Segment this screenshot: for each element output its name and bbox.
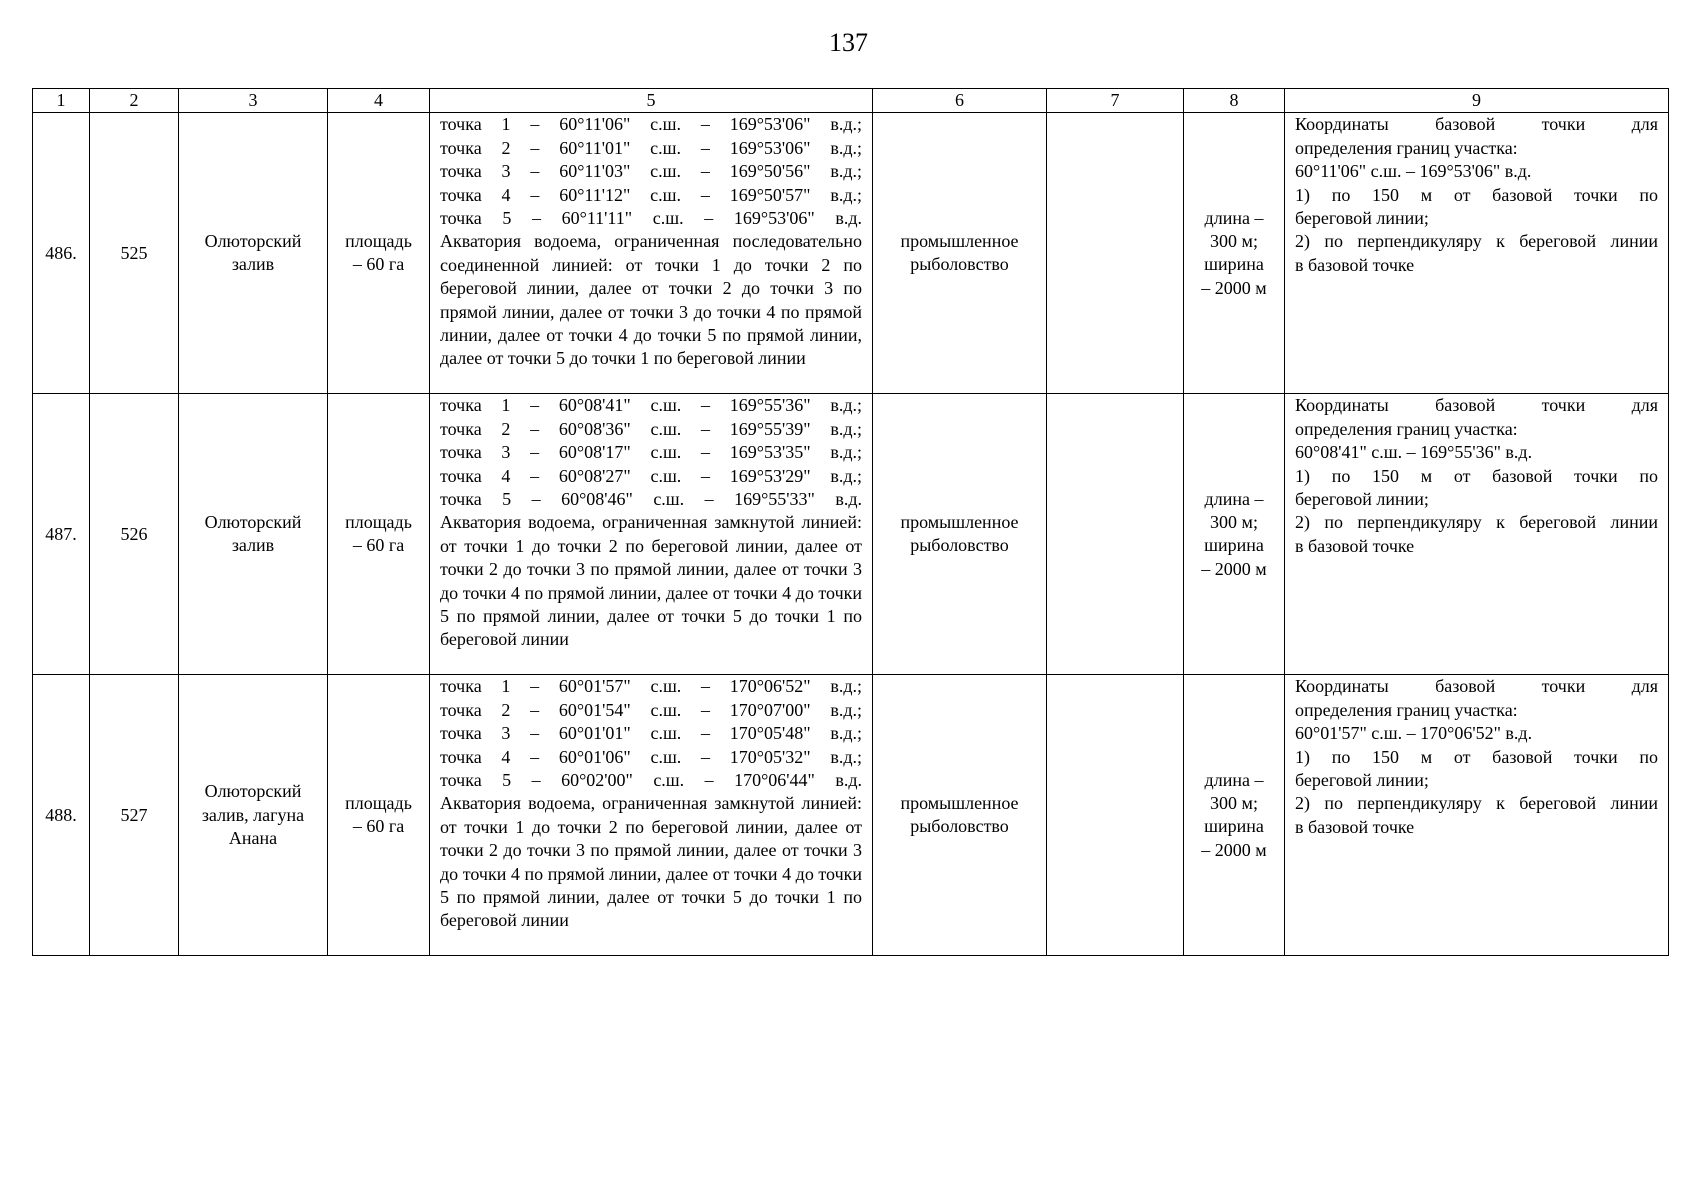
location-cell xyxy=(179,113,328,394)
purpose-line: промышленное xyxy=(900,512,1019,532)
basis-cell xyxy=(1285,675,1669,956)
boundary-cell xyxy=(430,675,873,956)
location-line: залив, лагуна xyxy=(201,804,305,825)
basis-heading: Координаты базовой точки для xyxy=(1295,114,1658,135)
basis-cell xyxy=(1285,113,1669,394)
area-line: – 60 га xyxy=(352,535,405,556)
location-cell xyxy=(179,394,328,675)
boundary-point: точка 5 – 60°02'00" с.ш. – 170°06'44" в.д. xyxy=(440,770,862,791)
basis-item-1: 1) по 150 м от базовой точки по xyxy=(1295,465,1658,486)
table-row xyxy=(33,675,1669,956)
area-line: площадь xyxy=(345,512,412,532)
size-line: – 2000 м xyxy=(1201,558,1267,579)
table-row xyxy=(33,113,1669,394)
header-row xyxy=(33,89,1669,113)
header-cell: 7 xyxy=(1047,89,1184,113)
area-cell xyxy=(328,394,430,675)
size-line: длина – xyxy=(1204,207,1264,228)
basis-line: 60°11'06" с.ш. – 169°53'06" в.д. xyxy=(1295,161,1532,182)
size-line: длина – xyxy=(1204,769,1264,790)
purpose-line: рыболовство xyxy=(910,816,1009,837)
boundary-point: точка 2 – 60°08'36" с.ш. – 169°55'39" в.д.; xyxy=(440,418,862,439)
site-id: 526 xyxy=(120,523,148,544)
size-line: 300 м; xyxy=(1210,231,1258,251)
site-id-cell xyxy=(90,113,179,394)
basis-item-1-end: береговой линии; xyxy=(1295,208,1429,229)
site-id: 525 xyxy=(120,242,148,263)
boundary-point: точка 3 – 60°08'17" с.ш. – 169°53'35" в.д.; xyxy=(440,442,862,463)
row-number-cell xyxy=(33,394,90,675)
table-row xyxy=(33,394,1669,675)
area-line: площадь xyxy=(345,793,412,813)
location-cell xyxy=(179,675,328,956)
header-cell: 2 xyxy=(90,89,179,113)
header-cell: 9 xyxy=(1285,89,1669,113)
location-line: Олюторский xyxy=(204,231,302,251)
location-line: Олюторский xyxy=(204,512,302,532)
basis-line: 60°08'41" с.ш. – 169°55'36" в.д. xyxy=(1295,442,1533,463)
size-line: ширина xyxy=(1204,535,1264,556)
boundary-point: точка 1 – 60°01'57" с.ш. – 170°06'52" в.д.; xyxy=(440,676,862,697)
basis-heading: Координаты базовой точки для xyxy=(1295,676,1658,697)
size-line: 300 м; xyxy=(1210,793,1258,813)
basis-line: определения границ участка: xyxy=(1295,137,1518,158)
purpose-cell xyxy=(873,675,1047,956)
location-line: залив xyxy=(231,254,275,275)
purpose-line: рыболовство xyxy=(910,254,1009,275)
boundary-point: точка 4 – 60°08'27" с.ш. – 169°53'29" в.д.; xyxy=(440,465,862,486)
size-cell xyxy=(1184,113,1285,394)
boundary-description: Акватория водоема, ограниченная последовательно соединенной линией: от точки 1 до точки 2 по береговой линии, далее от точки 2 до точки 3 по прямой линии, далее от точки 3 до точки 4 по прямой линии, далее от точки 4 до точки 5 по прямой линии, далее от точки 5 до точки 1 по береговой линии xyxy=(440,231,862,369)
area-cell xyxy=(328,113,430,394)
registry-table xyxy=(32,88,1669,956)
boundary-point: точка 2 – 60°11'01" с.ш. – 169°53'06" в.д.; xyxy=(440,137,862,158)
basis-item-2-end: в базовой точке xyxy=(1295,254,1415,275)
basis-item-1: 1) по 150 м от базовой точки по xyxy=(1295,184,1658,205)
area-cell xyxy=(328,675,430,956)
location-line: залив xyxy=(231,535,275,556)
area-line: – 60 га xyxy=(352,816,405,837)
empty-cell xyxy=(1047,394,1184,675)
empty-cell xyxy=(1047,113,1184,394)
location-line: Олюторский xyxy=(204,781,302,802)
row-number-cell xyxy=(33,113,90,394)
boundary-point: точка 4 – 60°11'12" с.ш. – 169°50'57" в.д.; xyxy=(440,184,862,205)
page-number: 137 xyxy=(829,28,868,57)
row-number: 487. xyxy=(45,523,77,544)
boundary-cell xyxy=(430,113,873,394)
header-cell: 6 xyxy=(873,89,1047,113)
boundary-point: точка 5 – 60°11'11" с.ш. – 169°53'06" в.д. xyxy=(440,208,862,229)
site-id: 527 xyxy=(120,804,148,825)
basis-line: определения границ участка: xyxy=(1295,699,1518,720)
row-number: 486. xyxy=(45,242,77,263)
boundary-point: точка 4 – 60°01'06" с.ш. – 170°05'32" в.д.; xyxy=(440,746,862,767)
header-cell: 3 xyxy=(179,89,328,113)
site-id-cell xyxy=(90,675,179,956)
size-cell xyxy=(1184,675,1285,956)
basis-line: определения границ участка: xyxy=(1295,418,1518,439)
boundary-cell xyxy=(430,394,873,675)
boundary-description: Акватория водоема, ограниченная замкнутой линией: от точки 1 до точки 2 по береговой линии, далее от точки 2 до точки 3 по прямой линии, далее от точки 3 до точки 4 по прямой линии, далее от точки 4 до точки 5 по прямой линии, далее от точки 5 до точки 1 по береговой линии xyxy=(440,793,862,931)
boundary-point: точка 1 – 60°08'41" с.ш. – 169°55'36" в.д.; xyxy=(440,395,862,416)
size-line: ширина xyxy=(1204,816,1264,837)
size-line: – 2000 м xyxy=(1201,277,1267,298)
boundary-point: точка 1 – 60°11'06" с.ш. – 169°53'06" в.д.; xyxy=(440,114,862,135)
size-cell xyxy=(1184,394,1285,675)
row-number: 488. xyxy=(45,804,77,825)
boundary-point: точка 3 – 60°11'03" с.ш. – 169°50'56" в.д.; xyxy=(440,161,862,182)
row-number-cell xyxy=(33,675,90,956)
boundary-point: точка 2 – 60°01'54" с.ш. – 170°07'00" в.д.; xyxy=(440,699,862,720)
header-cell: 1 xyxy=(33,89,90,113)
purpose-line: промышленное xyxy=(900,793,1019,813)
basis-item-2: 2) по перпендикуляру к береговой линии xyxy=(1295,793,1658,814)
basis-item-2-end: в базовой точке xyxy=(1295,535,1415,556)
basis-item-2: 2) по перпендикуляру к береговой линии xyxy=(1295,231,1658,252)
basis-item-1-end: береговой линии; xyxy=(1295,770,1429,791)
size-line: длина – xyxy=(1204,488,1264,509)
boundary-point: точка 5 – 60°08'46" с.ш. – 169°55'33" в.д. xyxy=(440,489,862,510)
purpose-cell xyxy=(873,113,1047,394)
basis-item-2-end: в базовой точке xyxy=(1295,816,1415,837)
boundary-point: точка 3 – 60°01'01" с.ш. – 170°05'48" в.д.; xyxy=(440,723,862,744)
purpose-cell xyxy=(873,394,1047,675)
size-line: 300 м; xyxy=(1210,512,1258,532)
basis-item-2: 2) по перпендикуляру к береговой линии xyxy=(1295,512,1658,533)
basis-item-1-end: береговой линии; xyxy=(1295,489,1429,510)
boundary-description: Акватория водоема, ограниченная замкнутой линией: от точки 1 до точки 2 по береговой линии, далее от точки 2 до точки 3 по прямой линии, далее от точки 3 до точки 4 по прямой линии, далее от точки 4 до точки 5 по прямой линии, далее от точки 5 до точки 1 по береговой линии xyxy=(440,512,862,650)
header-cell: 4 xyxy=(328,89,430,113)
header-cell: 8 xyxy=(1184,89,1285,113)
basis-line: 60°01'57" с.ш. – 170°06'52" в.д. xyxy=(1295,723,1533,744)
purpose-line: рыболовство xyxy=(910,535,1009,556)
basis-item-1: 1) по 150 м от базовой точки по xyxy=(1295,746,1658,767)
basis-heading: Координаты базовой точки для xyxy=(1295,395,1658,416)
area-line: площадь xyxy=(345,231,412,251)
size-line: – 2000 м xyxy=(1201,839,1267,860)
location-line: Анана xyxy=(228,828,278,849)
header-cell: 5 xyxy=(430,89,873,113)
site-id-cell xyxy=(90,394,179,675)
basis-cell xyxy=(1285,394,1669,675)
purpose-line: промышленное xyxy=(900,231,1019,251)
size-line: ширина xyxy=(1204,254,1264,275)
area-line: – 60 га xyxy=(352,254,405,275)
empty-cell xyxy=(1047,675,1184,956)
